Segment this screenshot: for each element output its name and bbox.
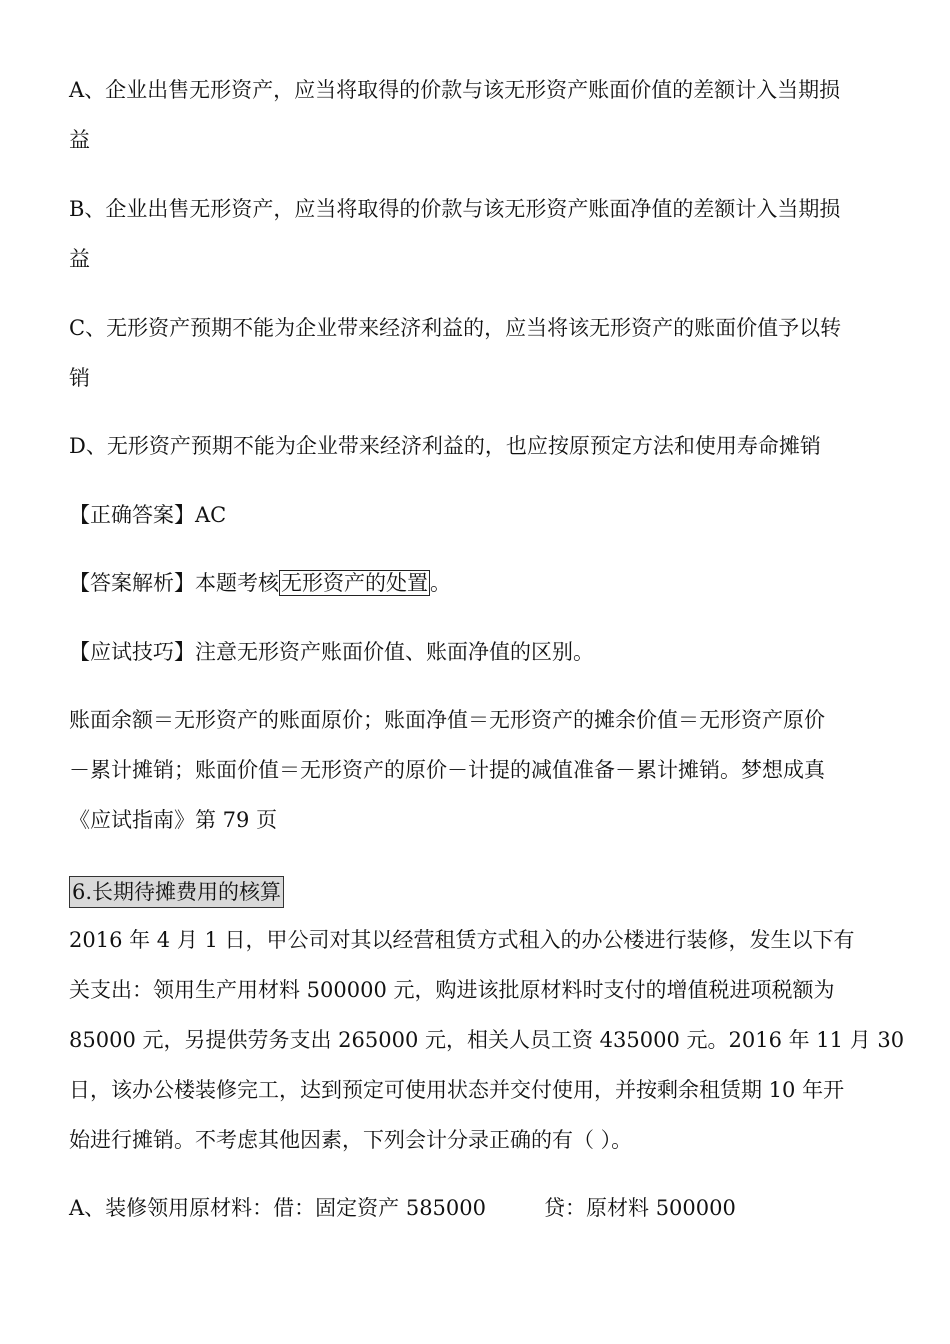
correct-answer <box>69 500 226 530</box>
analysis-label: 【答案解析】 <box>69 571 195 595</box>
question-line-1: 2016 年 4 月 1 日，甲公司对其以经营租赁方式租入的办公楼进行装修，发生以下有 <box>69 928 855 952</box>
formula-line-2: －累计摊销；账面价值＝无形资产的原价－计提的减值准备－累计摊销。梦想成真 <box>69 758 825 782</box>
option-a-entry <box>69 1193 736 1223</box>
option-a-line1: A、企业出售无形资产，应当将取得的价款与该无形资产账面价值的差额计入当期损 <box>69 78 841 102</box>
formula-line-3: 《应试指南》第 79 页 <box>69 808 278 832</box>
answer-value: AC <box>195 503 227 527</box>
option-b-line1: B、企业出售无形资产，应当将取得的价款与该无形资产账面净值的差额计入当期损 <box>69 197 841 221</box>
question-line-5: 始进行摊销。不考虑其他因素，下列会计分录正确的有（ ）。 <box>69 1128 633 1152</box>
option-d-line1: D、无形资产预期不能为企业带来经济利益的，也应按原预定方法和使用寿命摊销 <box>69 434 821 458</box>
option-b-line2: 益 <box>69 247 90 271</box>
analysis-prefix: 本题考核 <box>195 571 279 595</box>
question-line-3: 85000 元，另提供劳务支出 265000 元，相关人员工资 435000 元。2016 年 11 月 30 <box>69 1028 905 1052</box>
answer-label: 【正确答案】 <box>69 503 195 527</box>
tip-text: 注意无形资产账面价值、账面净值的区别。 <box>195 640 594 664</box>
analysis-suffix: 。 <box>430 571 451 595</box>
option-a-debit: A、装修领用原材料：借：固定资产 585000 <box>69 1196 487 1220</box>
option-c-line1: C、无形资产预期不能为企业带来经济利益的，应当将该无形资产的账面价值予以转 <box>69 316 842 340</box>
answer-analysis <box>69 568 451 598</box>
exam-tip <box>69 637 594 667</box>
option-c-line2: 销 <box>69 366 90 390</box>
option-a-credit: 贷：原材料 500000 <box>544 1196 736 1220</box>
question-line-2: 关支出：领用生产用材料 500000 元，购进该批原材料时支付的增值税进项税额为 <box>69 978 835 1002</box>
question-line-4: 日，该办公楼装修完工，达到预定可使用状态并交付使用，并按剩余租赁期 10 年开 <box>69 1078 845 1102</box>
option-a-line2: 益 <box>69 128 90 152</box>
tip-label: 【应试技巧】 <box>69 640 195 664</box>
analysis-boxed-term: 无形资产的处置 <box>281 571 428 595</box>
section-heading: 6.长期待摊费用的核算 <box>69 876 284 908</box>
formula-line-1: 账面余额＝无形资产的账面原价；账面净值＝无形资产的摊余价值＝无形资产原价 <box>69 708 825 732</box>
